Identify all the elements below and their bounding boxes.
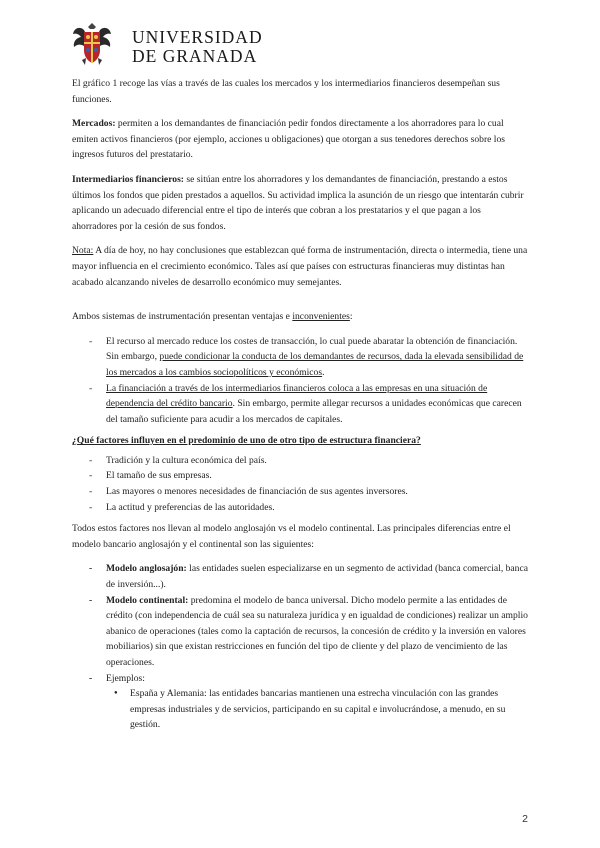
nota-paragraph (72, 243, 528, 290)
list-item (106, 593, 528, 671)
modelos-list (72, 561, 528, 733)
nota-text: A día de hoy, no hay conclusiones que establezcan qué forma de instrumentación, directa o intermedia, tiene una mayor influencia en el crecimiento económico. Tales así que países con estructuras financieras muy distintas han acabado alcanzando niveles de desarrollo económico muy semejantes. (72, 245, 528, 288)
list-item (106, 334, 528, 381)
sistemas-text: Ambos sistemas de instrumentación presentan ventajas e (72, 311, 293, 323)
factores-list (72, 453, 528, 515)
list-item: - Tradición y la cultura económica del país. (106, 453, 528, 469)
intermediarios-text: se sitúan entre los ahorradores y los demandantes de financiación, prestando a estos últimos los fondos que piden prestados a aquellos. Su actividad implica la asunción de un riesgo que intentarán cubrir aplicando un adecuado diferencial entre el tipo de interés que cobran a los prestatarios y el que pagan a los ahorradores por la cesión de sus fondos. (72, 173, 524, 232)
page-number: 2 (522, 813, 528, 825)
intro-paragraph: El gráfico 1 recoge las vías a través de las cuales los mercados y los intermediarios financieros desempeñan sus funciones. (72, 78, 500, 105)
university-name (132, 28, 263, 66)
sistemas-paragraph (72, 309, 528, 325)
pregunta-heading (72, 433, 528, 449)
mercados-text: permiten a los demandantes de financiación pedir fondos directamente a los ahorradores para lo cual emiten activos financieros (por ejemplo, acciones u obligaciones) que otorgan a sus tenedores derechos sobre los ingresos futuros del prestatario. (72, 118, 506, 161)
list-item: - Las mayores o menores necesidades de financiación de sus agentes inversores. (106, 484, 528, 500)
list-item-underlined: La financiación a través de los intermediarios financieros coloca a las empresas en una situación de dependencia del crédito bancario (106, 382, 488, 410)
list-item-text: El recurso al mercado reduce los costes de transacción, lo cual puede abaratar la obtención de financiación. Sin embargo, (106, 335, 518, 363)
nota-label: Nota: (72, 245, 94, 257)
sistemas-end: : (349, 311, 353, 323)
intermediarios-term: Intermediarios financieros: (72, 173, 185, 185)
sistemas-underlined: inconvenientes (292, 311, 350, 323)
list-item: - El tamaño de sus empresas. (106, 468, 528, 484)
list-item (106, 671, 528, 733)
list-item-text: . Sin embargo, permite allegar recursos a unidades económicas que carecen del tamaño suficiente para acudir a los mercados de capitales. (106, 398, 522, 425)
university-name-line1: UNIVERSIDAD (132, 27, 263, 47)
mercados-paragraph (72, 116, 528, 163)
spacer (72, 290, 528, 309)
intermediarios-paragraph (72, 172, 528, 234)
list-item-underlined: puede condicionar la conducta de los demandantes de recursos, dada la elevada sensibilidad de los mercados a los cambios sociopolíticos y económicos (106, 351, 524, 378)
university-name-line2: DE GRANADA (132, 46, 258, 66)
university-crest-icon (70, 22, 114, 68)
ventajas-list (72, 334, 528, 428)
modelo-term: Modelo continental: (106, 594, 189, 606)
document-body (72, 76, 528, 739)
ejemplos-list (106, 686, 528, 733)
list-item (106, 561, 528, 592)
list-item-text: . (322, 366, 325, 378)
pregunta-text: ¿Qué factores influyen en el predominio de uno de otro tipo de estructura financiera? (72, 435, 421, 447)
modelo-text: predomina el modelo de banca universal. Dicho modelo permite a las entidades de crédito (con independencia de cuál sea su naturaleza jurídica y en igualdad de condiciones) realizar un amplio abanico de operaciones (tales como la captación de recursos, la concesión de crédito y la inversión en valores mobiliarios) sin que existan restricciones en función del tipo de cliente y del plazo de vencimiento de las operaciones. (106, 594, 528, 668)
ejemplos-label: Ejemplos: (106, 672, 145, 684)
list-item: ● España y Alemania: las entidades bancarias mantienen una estrecha vinculación con las grandes empresas industriales y de servicios, participando en su capital e involucrándose, a menudo, en su gestión. (130, 686, 528, 733)
list-item (106, 381, 528, 428)
mercados-term: Mercados: (72, 118, 116, 130)
list-item: - La actitud y preferencias de las autoridades. (106, 500, 528, 516)
modelos-intro-paragraph: Todos estos factores nos llevan al modelo anglosajón vs el modelo continental. Las principales diferencias entre el modelo bancario anglosajón y el continental son las siguientes: (72, 523, 511, 550)
modelo-term: Modelo anglosajón: (106, 563, 187, 575)
modelo-text: las entidades suelen especializarse en un segmento de actividad (banca comercial, banca de inversión...). (106, 563, 528, 591)
